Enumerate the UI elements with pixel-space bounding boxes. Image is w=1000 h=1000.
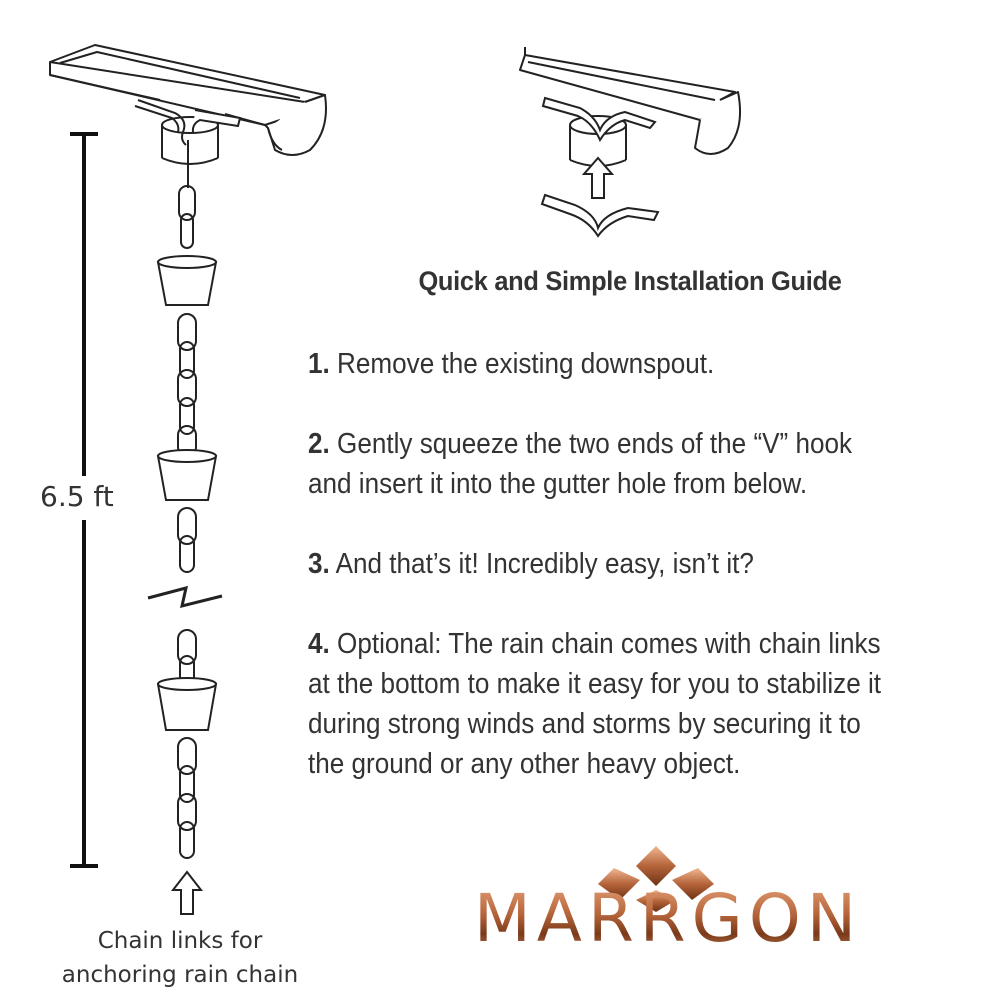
gutter-left [50,45,326,155]
step-text: Optional: The rain chain comes with chain links [337,628,881,660]
step-text: Remove the existing downspout. [337,348,715,380]
step-number: 3. [308,548,330,580]
anchor-arrow-icon [173,872,201,914]
step-text: at the bottom to make it easy for you to stabilize it [308,668,882,700]
anchor-label [60,924,300,992]
rain-cup-1 [158,256,216,305]
step-text: the ground or any other heavy object. [308,748,741,780]
step-text: and insert it into the gutter hole from below. [308,468,808,500]
step-text: Gently squeeze the two ends of the “V” hook [337,428,853,460]
v-hook-detail [543,98,655,166]
chain-links-anchor [178,738,196,858]
guide-title: Quick and Simple Installation Guide [418,266,842,296]
insert-arrow-icon [584,158,612,198]
step-number: 4. [308,628,330,660]
v-hook-installed [135,100,240,188]
chain-links-mid-2 [178,508,196,572]
step-4 [308,624,911,784]
anchor-label-line: Chain links for [97,928,263,954]
step-2 [308,424,911,504]
step-1 [308,344,911,384]
rain-chain [148,186,222,858]
v-hook-loose [542,195,658,236]
step-3 [308,544,911,584]
brand-wordmark: MARRGON [448,880,888,957]
height-label: 6.5 ft [40,480,114,513]
step-text: And that’s it! Incredibly easy, isn’t it? [335,548,754,580]
step-number: 2. [308,428,330,460]
chain-break-icon [148,588,222,606]
step-number: 1. [308,348,330,380]
anchor-label-line: anchoring rain chain [61,962,299,988]
rain-cup-2 [158,450,216,500]
step-text: during strong winds and storms by securing it to [308,708,861,740]
rain-cup-3 [158,678,216,730]
chain-links-top [179,186,195,248]
chain-links-mid-1 [178,314,196,456]
